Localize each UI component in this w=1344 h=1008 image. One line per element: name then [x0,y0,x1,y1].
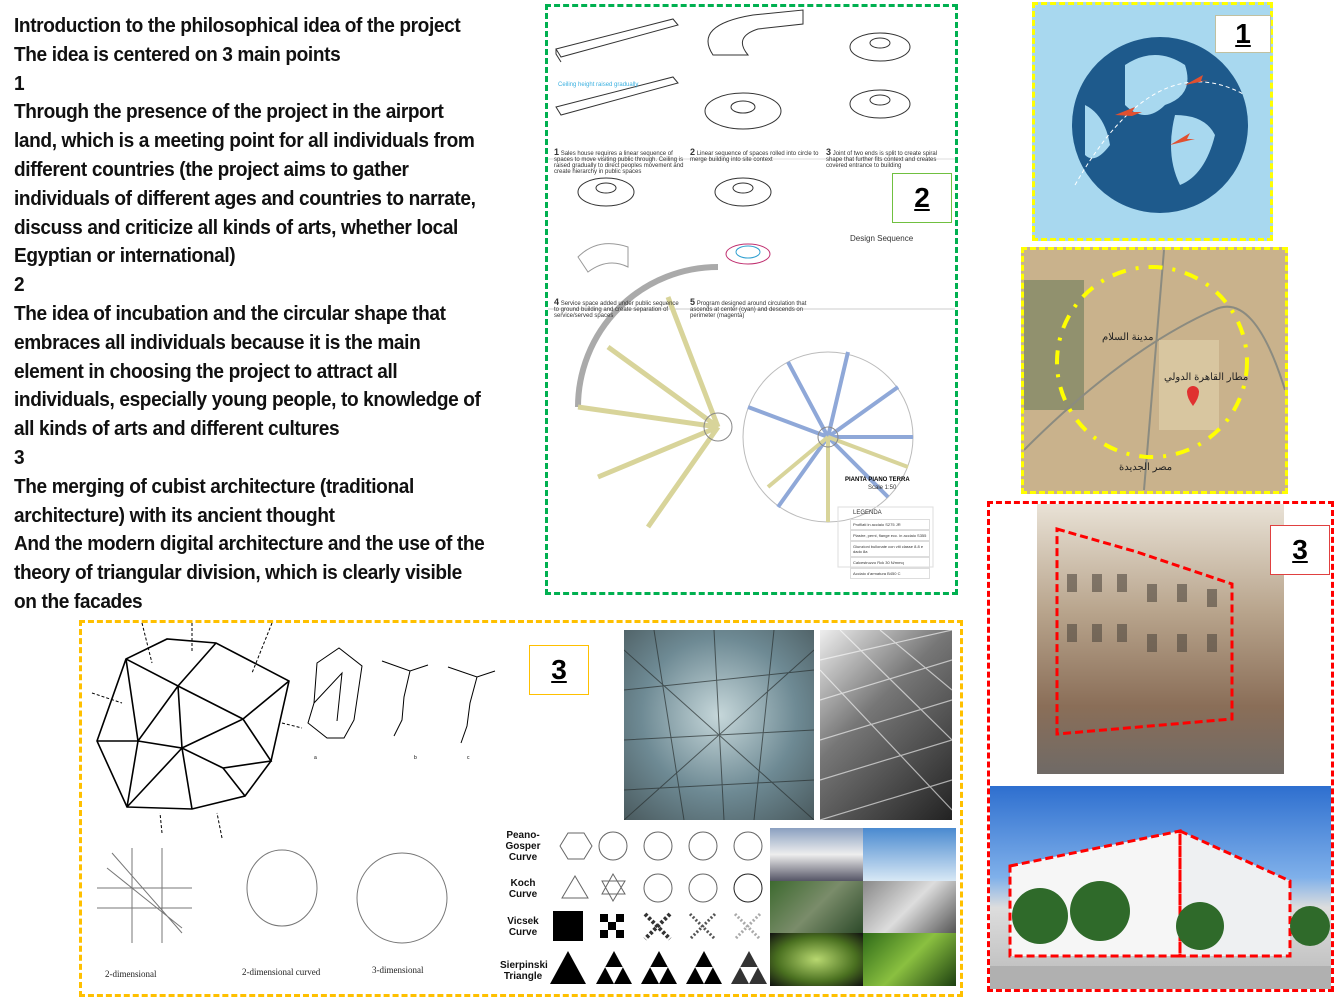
intro-line: The idea of incubation and the circular shape that [14,301,446,325]
airport-map[interactable] [1021,247,1288,494]
map-label: مصر الجديدة [1119,462,1173,473]
fractal-label: Vicsek Curve [507,916,539,938]
legend-title: LEGENDA [853,510,882,516]
plan-legend [850,519,930,579]
step-num: 2 [690,147,696,157]
step-num: 3 [826,147,832,157]
intro-line: land, which is a meeting point for all individuals from [14,129,475,153]
ice-photo [863,881,956,934]
intro-line: all kinds of arts and different cultures [14,417,340,441]
cloud-photo [863,828,956,881]
intro-line: architecture) with its ancient thought [14,503,335,527]
nature-fractal-photos [770,828,956,986]
globe-panel [1032,2,1273,241]
fractal-label: Sierpinski Triangle [500,960,548,982]
map-label: مدينة السلام [1102,332,1154,343]
geometry-panel [79,620,963,997]
step-text: Program designed around circulation that ascends at center (cyan) and descends on perimeter (magenta) [690,301,807,319]
step-text: Sales house requires a linear sequence of spaces to move visiting public through. Ceiling is raised gradually to direct peoples movement and create hierarchy in public spaces [554,151,684,175]
step-text: Service space added under public sequence to ground building and create separation of service/served spaces [554,301,679,319]
plan-scale: Scale 1:50 [868,485,897,491]
intro-line: The merging of cubist architecture (traditional [14,474,414,498]
mountain-photo [770,828,863,881]
triangular-facade-photo [820,630,952,820]
caption-3d: 3-dimensional [372,965,424,975]
step-num: 5 [690,297,696,307]
sub-label-c: c [467,755,470,761]
step-text: Joint of two ends is split to create spiral shape that further fits context and creates covered entrance to building [826,151,938,169]
intro-line: Introduction to the philosophical idea of the project [14,14,461,37]
intro-line: The idea is centered on 3 main points [14,42,341,66]
legend-item: Giunzioni bullonate con viti classe 8.8 e dado 8a [850,541,930,557]
intro-line: Through the presence of the project in the airport [14,100,444,124]
step-num: 4 [554,297,560,307]
intro-line: 2 [14,273,25,297]
fractal-table [500,826,770,991]
step-text: Linear sequence of spaces rolled into circle to merge building into site context [690,151,819,163]
legend-item: Piastre, perni, flange ecc. in acciaio S355 [850,530,930,541]
intro-text [14,12,534,617]
building-photo [1037,504,1284,774]
map-label: مطار القاهرة الدولي [1164,372,1249,383]
intro-line: element in choosing the project to attract all [14,359,398,383]
caption-2d-curved: 2-dimensional curved [242,967,321,977]
intro-line: different countries (the project aims to gather [14,157,409,181]
intro-line: on the facades [14,589,143,613]
triangulation-diagrams [82,623,502,993]
intro-line: individuals, especially young people, to knowledge of [14,388,481,412]
river-delta-photo [770,881,863,934]
panel-label-3-geometry: 3 [529,645,589,695]
intro-line: Egyptian or international) [14,244,236,268]
intro-line: 3 [14,445,25,469]
panel-label-1: 1 [1215,15,1271,53]
sub-label-a: a [314,755,317,761]
fern-photo [863,933,956,986]
romanesco-photo [770,933,863,986]
intro-line: theory of triangular division, which is clearly visible [14,561,462,585]
sub-label-b: b [414,755,417,761]
intro-line: And the modern digital architecture and the use of the [14,532,485,556]
fractal-label: Peano-Gosper Curve [505,830,541,863]
design-sequence-panel [545,4,958,595]
legend-item: Calcestruzzo Rck 30 N/mmq [850,557,930,568]
intro-line: embraces all individuals because it is the main [14,330,421,354]
plan-title: PIANTA PIANO TERRA [845,477,910,483]
panel-label-2: 2 [892,173,952,223]
facade-panel [987,501,1334,992]
museum-photo [990,786,1331,989]
legend-item: Acciaio d'armatura B450 C [850,568,930,579]
intro-line: 1 [14,71,25,95]
design-sequence-title: Design Sequence [850,234,914,243]
caption-2d: 2-dimensional [105,969,157,979]
fractal-label: Koch Curve [508,878,538,900]
satellite-map [1024,250,1285,491]
legend-item: Profilati in acciaio S275 JR [850,519,930,530]
panel-label-3-facade: 3 [1270,525,1330,575]
step-num: 1 [554,147,560,157]
intro-line: discuss and criticize all kinds of arts, whether local [14,215,458,239]
glass-dome-photo [624,630,814,820]
ceiling-note: Ceiling height raised gradually [558,82,639,88]
intro-line: individuals of different ages and countries to narrate, [14,186,476,210]
